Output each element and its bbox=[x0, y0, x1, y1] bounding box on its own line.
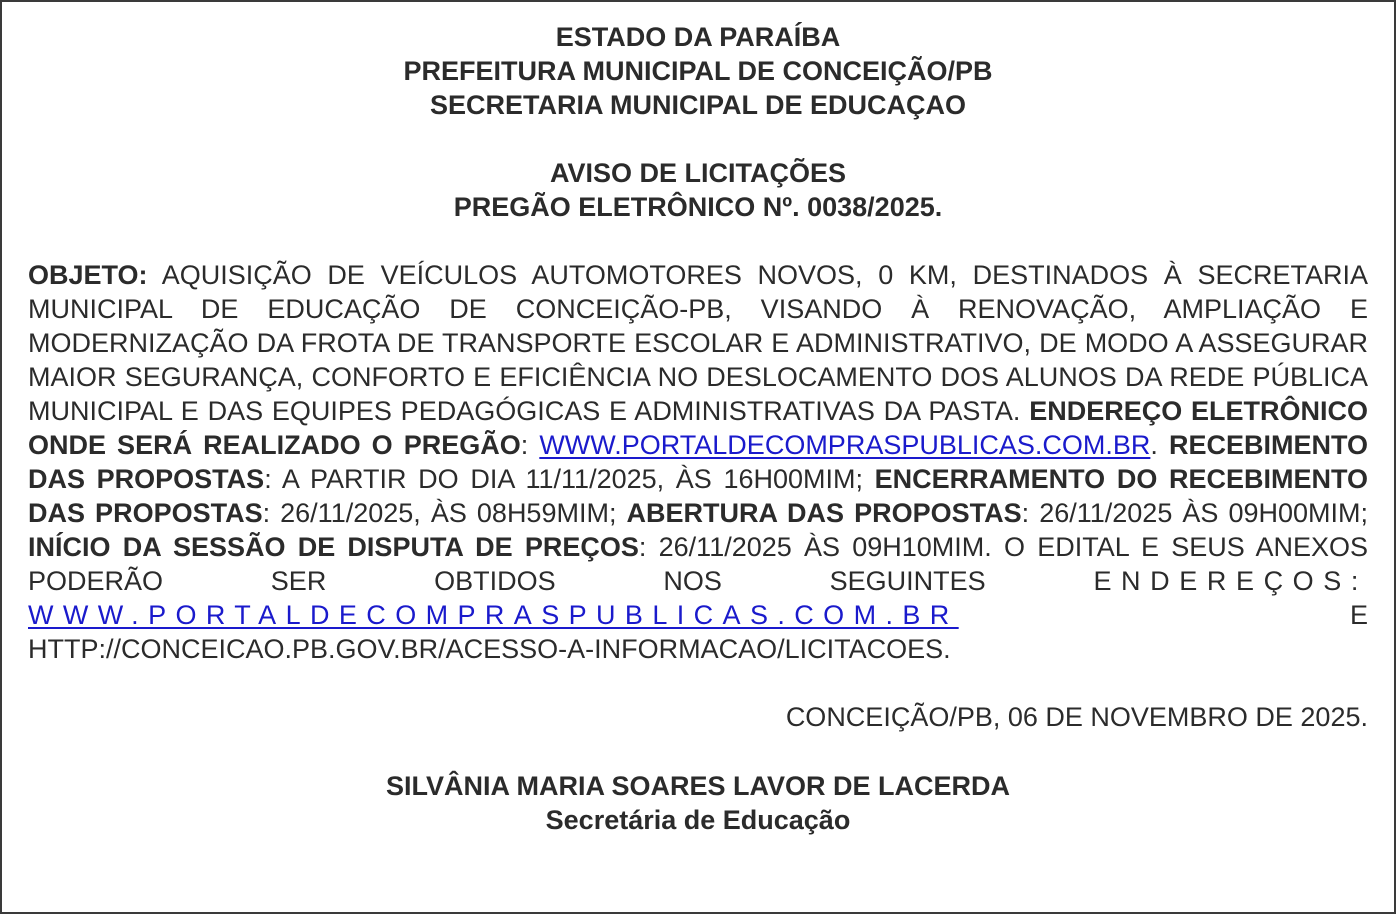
document-header bbox=[28, 20, 1368, 122]
place-date: CONCEIÇÃO/PB, 06 DE NOVEMBRO DE 2025. bbox=[785, 702, 1368, 732]
signatory-role: Secretária de Educação bbox=[545, 805, 851, 835]
site-url-text: HTTP://CONCEICAO.PB.GOV.BR/ACESSO-A-INFORMACAO/LICITACOES. bbox=[28, 634, 951, 664]
recebimento-label: RECEBIMENTO DAS PROPOSTAS bbox=[28, 430, 1368, 494]
conjunction-text: E bbox=[958, 600, 1368, 630]
portal-link[interactable]: WWW.PORTALDECOMPRASPUBLICAS.COM.BR bbox=[539, 430, 1151, 460]
enderecos-word: ENDEREÇOS: bbox=[1093, 566, 1368, 596]
objeto-text: AQUISIÇÃO DE VEÍCULOS AUTOMOTORES NOVOS, 0 KM, DESTINADOS À SECRETARIA MUNICIPAL DE EDUCAÇÃO DE CONCEIÇÃO-PB, VISANDO À RENOVAÇÃO, AMPLIAÇÃO E MODERNIZAÇÃO DA FROTA DE TRANSPORTE ESCOLAR E ADMINISTRATIVO, DE MODO A ASSEGURAR MAIOR SEGURANÇA, CONFORTO E EFICIÊNCIA NO DESLOCAMENTO DOS ALUNOS DA REDE PÚBLICA MUNICIPAL E DAS EQUIPES PEDAGÓGICAS E ADMINISTRATIVAS DA PASTA. bbox=[28, 260, 1368, 426]
city-hall-name: PREFEITURA MUNICIPAL DE CONCEIÇÃO/PB bbox=[403, 56, 993, 86]
encerramento-text: : 26/11/2025, ÀS 08H59MIM; bbox=[262, 498, 627, 528]
notice-heading bbox=[28, 156, 1368, 224]
department-name: SECRETARIA MUNICIPAL DE EDUCAÇAO bbox=[429, 90, 967, 120]
recebimento-text: : A PARTIR DO DIA 11/11/2025, ÀS 16H00MIM; bbox=[264, 464, 875, 494]
inicio-label: INÍCIO DA SESSÃO DE DISPUTA DE PREÇOS bbox=[28, 532, 639, 562]
endereco-label: ENDEREÇO ELETRÔNICO ONDE SERÁ REALIZADO O PREGÃO bbox=[28, 396, 1369, 460]
separator-text: : bbox=[520, 430, 540, 460]
abertura-text: : 26/11/2025 ÀS 09H00MIM; bbox=[1021, 498, 1369, 528]
signature-block bbox=[28, 769, 1368, 837]
signatory-name: SILVÂNIA MARIA SOARES LAVOR DE LACERDA bbox=[385, 771, 1011, 801]
notice-body bbox=[28, 258, 1368, 666]
abertura-label: ABERTURA DAS PROPOSTAS bbox=[626, 498, 1022, 528]
state-name: ESTADO DA PARAÍBA bbox=[555, 22, 841, 52]
encerramento-label: ENCERRAMENTO DO RECEBIMENTO DAS PROPOSTAS bbox=[28, 464, 1368, 528]
notice-title: AVISO DE LICITAÇÕES bbox=[549, 158, 847, 188]
portal-link-secondary[interactable]: WWW.PORTALDECOMPRASPUBLICAS.COM.BR bbox=[28, 600, 959, 630]
objeto-label: OBJETO: bbox=[28, 260, 148, 290]
notice-subtitle: PREGÃO ELETRÔNICO Nº. 0038/2025. bbox=[453, 192, 943, 222]
separator-text: . bbox=[1150, 430, 1169, 460]
inicio-text: : 26/11/2025 ÀS 09H10MIM. O EDITAL E SEUS ANEXOS PODERÃO SER OBTIDOS NOS SEGUINTES bbox=[28, 532, 1368, 596]
